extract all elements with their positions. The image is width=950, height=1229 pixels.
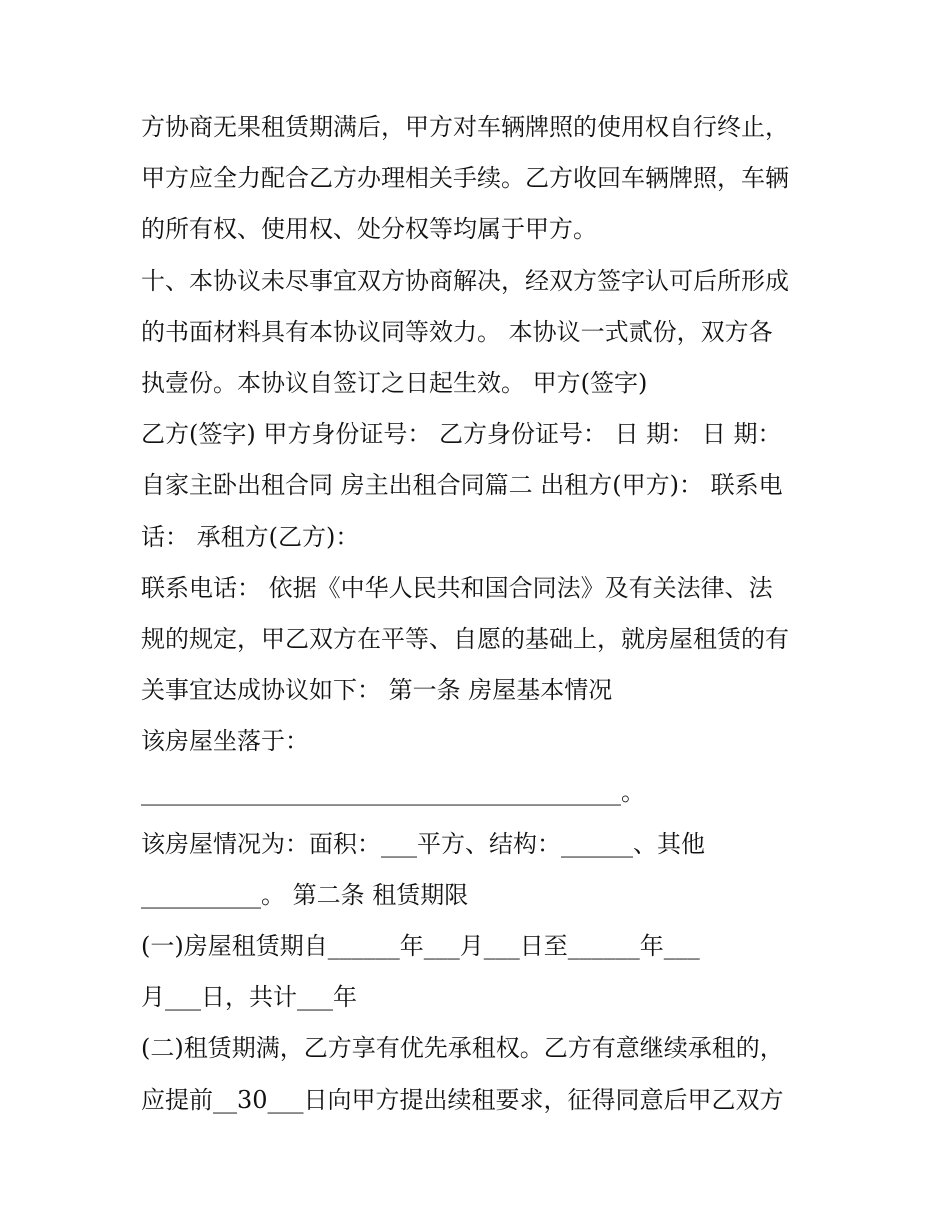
text-line: (一)房屋租赁期自______年___月___日至______年___	[141, 932, 700, 960]
text-line: 乙方(签字) 甲方身份证号： 乙方身份证号： 日 期： 日 期：	[141, 420, 782, 449]
text-line: 应提前__30___日向甲方提出续租要求，征得同意后甲乙双方	[141, 1085, 784, 1114]
text-line: 该房屋坐落于：	[141, 727, 309, 756]
text-line: 联系电话： 依据《中华人民共和国合同法》及有关法律、法	[141, 573, 773, 602]
text-line: 规的规定，甲乙双方在平等、自愿的基础上，就房屋租赁的有	[141, 624, 789, 653]
text-line: 该房屋情况为：面积：___平方、结构：______、其他	[141, 829, 705, 858]
text-line: 十、本协议未尽事宜双方协商解决，经双方签字认可后所形成	[141, 266, 789, 295]
text-line: 的书面材料具有本协议同等效力。 本协议一式贰份，双方各	[141, 317, 773, 346]
text-line: (二)租赁期满，乙方享有优先承租权。乙方有意继续承租的，	[141, 1034, 784, 1063]
text-line: 关事宜达成协议如下： 第一条 房屋基本情况	[141, 676, 613, 705]
text-line: 月___日，共计___年	[141, 983, 357, 1012]
text-line: 甲方应全力配合乙方办理相关手续。乙方收回车辆牌照，车辆	[141, 164, 789, 193]
text-line: ________________________________________。	[141, 778, 645, 807]
text-line: __________。 第二条 租赁期限	[141, 880, 469, 909]
text-line: 自家主卧出租合同 房主出租合同篇二 出租方(甲方)： 联系电	[141, 471, 783, 500]
text-line: 方协商无果租赁期满后，甲方对车辆牌照的使用权自行终止，	[141, 113, 789, 141]
text-line: 的所有权、使用权、处分权等均属于甲方。	[141, 215, 597, 244]
text-line: 执壹份。本协议自签订之日起生效。 甲方(签字)	[141, 368, 648, 397]
text-line: 话： 承租方(乙方)：	[141, 522, 360, 551]
document-body	[141, 102, 821, 1126]
